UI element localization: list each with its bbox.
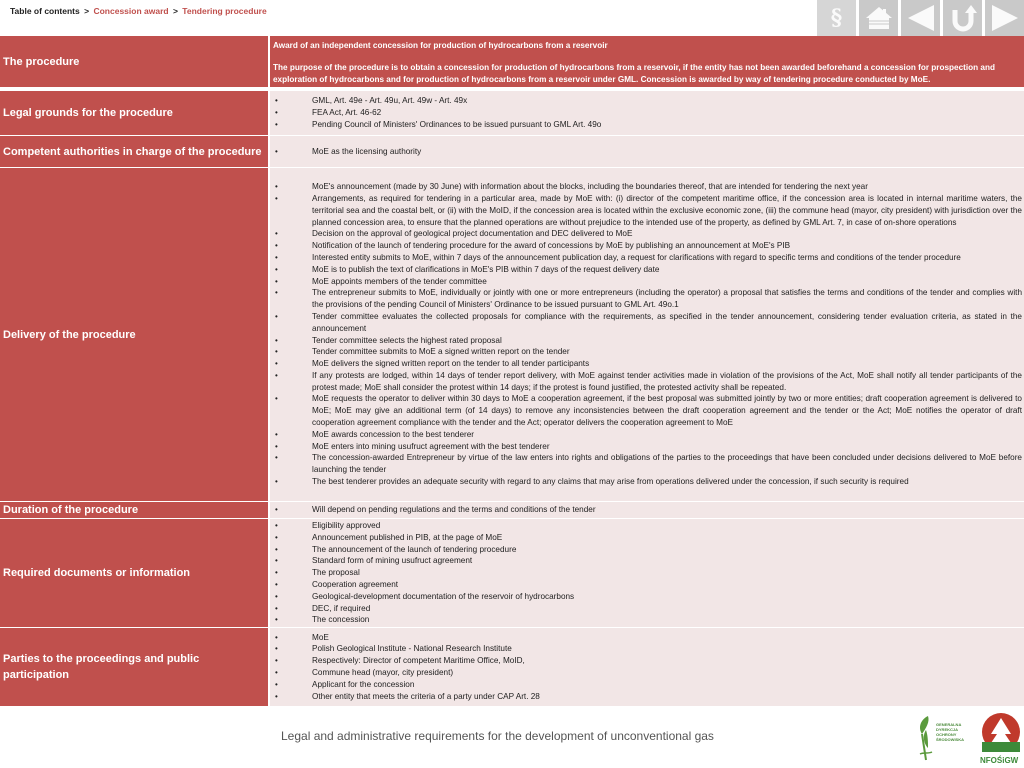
list-item: • Tender committee selects the highest rated proposal bbox=[272, 335, 1022, 347]
list-item: • Commune head (mayor, city president) bbox=[272, 667, 1022, 679]
list-item: • MoE requests the operator to deliver within 30 days to MoE a cooperation agreement, if the best proposal was submitted jointly by two or more entities; draft cooperation agreement is delivered to MoE; MoE may give an additional term (of 14 days) to remove any inconsistencies between the draft cooperation agreement and the tender or the Act; MoE notifies the operator of draft cooperation agreement compliance with the tender and the Act; operator delivers the cooperation agreement to MoE bbox=[272, 393, 1022, 428]
row-label: Required documents or information bbox=[0, 519, 268, 627]
back-button[interactable] bbox=[901, 0, 940, 36]
list-item: • Geological-development documentation of the reservoir of hydrocarbons bbox=[272, 591, 1022, 603]
row-content bbox=[270, 628, 1024, 706]
logo-text: OCHRONY bbox=[936, 732, 957, 737]
list-item: • MoE bbox=[272, 632, 1022, 644]
breadcrumb-table-of-contents[interactable]: Table of contents bbox=[10, 6, 80, 16]
list-item: • Other entity that meets the criteria of a party under CAP Art. 28 bbox=[272, 691, 1022, 703]
list-item: • Interested entity submits to MoE, within 7 days of the announcement publication day, a request for clarifications with regard to specific terms and conditions of the tender procedure bbox=[272, 252, 1022, 264]
table-row-procedure bbox=[0, 36, 1024, 87]
list-item: • Notification of the launch of tendering procedure for the award of concessions by MoE by publishing an announcement at MoE's PIB bbox=[272, 240, 1022, 252]
row-content bbox=[270, 136, 1024, 167]
list-item: • GML, Art. 49e - Art. 49u, Art. 49w - Art. 49x bbox=[272, 95, 1022, 107]
list-item: • Polish Geological Institute - National Research Institute bbox=[272, 643, 1022, 655]
home-button[interactable] bbox=[859, 0, 898, 36]
breadcrumb-separator: > bbox=[172, 6, 178, 16]
gdos-logo-icon bbox=[916, 714, 936, 762]
list-item: • Will depend on pending regulations and the terms and conditions of the tender bbox=[272, 504, 1022, 516]
forward-button[interactable] bbox=[985, 0, 1024, 36]
table-row-legal-grounds bbox=[0, 91, 1024, 135]
home-icon bbox=[864, 5, 894, 31]
list-item: • MoE's announcement (made by 30 June) with information about the blocks, including the boundaries thereof, that are intended for tendering the next year bbox=[272, 181, 1022, 193]
list-item: • Arrangements, as required for tendering in a particular area, made by MoE with: (i) director of the competent maritime office, if the concession area is located in internal maritime waters, the territorial sea and the coastal belt, or (ii) with the MoID, if the concession area is located within the exclusive economic zone, (iii) the commune head (mayor, city president) with jurisdiction over the planned concession area, to ensure that the planned operations are without prejudice to the intended use of the property, as defined by GML Art. 7, in case of on-shore operations bbox=[272, 193, 1022, 228]
row-label: The procedure bbox=[0, 36, 268, 87]
row-label: Duration of the procedure bbox=[0, 502, 268, 518]
logo-text: DYREKCJA bbox=[936, 727, 959, 732]
gdos-logo bbox=[916, 714, 972, 764]
return-arrow-icon bbox=[948, 4, 978, 32]
list-item: • MoE appoints members of the tender committee bbox=[272, 276, 1022, 288]
triangle-left-icon bbox=[906, 4, 936, 32]
list-item: • FEA Act, Art. 46-62 bbox=[272, 107, 1022, 119]
row-label: Legal grounds for the procedure bbox=[0, 91, 268, 135]
procedure-title: Award of an independent concession for production of hydrocarbons from a reservoir bbox=[273, 41, 608, 50]
list-item: • The concession-awarded Entrepreneur by virtue of the law enters into rights and obligations of the parties to the proceedings that have been concluded under decisions delivered to MoE before launching the tender bbox=[272, 452, 1022, 476]
breadcrumb bbox=[10, 6, 267, 16]
row-label: Delivery of the procedure bbox=[0, 168, 268, 501]
documents-list bbox=[272, 520, 1022, 626]
breadcrumb-separator: > bbox=[84, 6, 90, 16]
list-item: • Standard form of mining usufruct agreement bbox=[272, 555, 1022, 567]
duration-list bbox=[272, 504, 1022, 516]
list-item: • Announcement published in PIB, at the page of MoE bbox=[272, 532, 1022, 544]
section-icon: § bbox=[830, 5, 843, 31]
nfosigw-logo-text: NFOŚiGW bbox=[980, 756, 1019, 765]
list-item: • The announcement of the launch of tendering procedure bbox=[272, 544, 1022, 556]
row-content bbox=[270, 91, 1024, 135]
row-content bbox=[270, 519, 1024, 627]
list-item: • MoE is to publish the text of clarifications in MoE's PIB within 7 days of the request delivery date bbox=[272, 264, 1022, 276]
list-item: • Tender committee evaluates the collected proposals for compliance with the requirements, as specified in the tender announcement, considering tender evaluation criteria, as stated in the announcement bbox=[272, 311, 1022, 335]
list-item: • Respectively: Director of competent Maritime Office, MoID, bbox=[272, 655, 1022, 667]
top-bar bbox=[0, 0, 1024, 36]
list-item: • The proposal bbox=[272, 567, 1022, 579]
list-item: • Tender committee submits to MoE a signed written report on the tender bbox=[272, 346, 1022, 358]
table-row-parties bbox=[0, 628, 1024, 706]
section-button[interactable] bbox=[817, 0, 856, 36]
table-row-duration bbox=[0, 502, 1024, 518]
list-item: • DEC, if required bbox=[272, 603, 1022, 615]
procedure-description: The purpose of the procedure is to obtain a concession for production of hydrocarbons from a reservoir, if the entity has not been awarded beforehand a concession for prospection and exploration of hydrocarbons and for production of hydrocarbons from a reservoir under GML. Concession is awarded by way of tendering procedure conducted by MoE. bbox=[273, 62, 995, 84]
delivery-list bbox=[272, 181, 1022, 488]
return-button[interactable] bbox=[943, 0, 982, 36]
list-item: • If any protests are lodged, within 14 days of tender report delivery, with MoE against tender activities made in violation of the provisions of the Act, MoE shall notify all tender participants of the protest made; MoE shall consider the protest within 14 days; if the protest is found justified, the protested activity shall be repeated. bbox=[272, 370, 1022, 394]
nfosigw-logo bbox=[978, 712, 1024, 768]
logo-text: GENERALNA bbox=[936, 722, 962, 727]
authorities-list bbox=[272, 146, 1022, 158]
list-item: • MoE enters into mining usufruct agreement with the best tenderer bbox=[272, 441, 1022, 453]
logo-text: ŚRODOWISKA bbox=[936, 737, 964, 742]
row-label: Parties to the proceedings and public participation bbox=[0, 628, 268, 706]
list-item: • Applicant for the concession bbox=[272, 679, 1022, 691]
list-item: • MoE delivers the signed written report on the tender to all tender participants bbox=[272, 358, 1022, 370]
table-row-competent-authorities bbox=[0, 136, 1024, 167]
list-item: • Pending Council of Ministers' Ordinances to be issued pursuant to GML Art. 49o bbox=[272, 119, 1022, 131]
table-row-required-documents bbox=[0, 519, 1024, 627]
list-item: • MoE awards concession to the best tenderer bbox=[272, 429, 1022, 441]
table-row-delivery bbox=[0, 168, 1024, 501]
list-item: • Eligibility approved bbox=[272, 520, 1022, 532]
list-item: • The entrepreneur submits to MoE, individually or jointly with one or more entrepreneurs (including the operator) a proposal that satisfies the terms and conditions of the tender and complies with the provisions of the pending Council of Ministers' Ordinance to be issued pursuant to GML Art. 49o.1 bbox=[272, 287, 1022, 311]
triangle-right-icon bbox=[990, 4, 1020, 32]
breadcrumb-concession-award[interactable]: Concession award bbox=[93, 6, 169, 16]
breadcrumb-tendering-procedure[interactable]: Tendering procedure bbox=[182, 6, 267, 16]
list-item: • The best tenderer provides an adequate security with regard to any claims that may arise from operations delivered under the concession, if such security is required bbox=[272, 476, 1022, 488]
row-content bbox=[270, 502, 1024, 518]
nfosigw-logo-icon bbox=[978, 712, 1024, 756]
row-content bbox=[270, 36, 1024, 87]
parties-list bbox=[272, 632, 1022, 703]
row-content bbox=[270, 168, 1024, 501]
row-label: Competent authorities in charge of the procedure bbox=[0, 136, 268, 167]
legal-list bbox=[272, 95, 1022, 130]
list-item: • Cooperation agreement bbox=[272, 579, 1022, 591]
list-item: • MoE as the licensing authority bbox=[272, 146, 1022, 158]
list-item: • Decision on the approval of geological project documentation and DEC delivered to MoE bbox=[272, 228, 1022, 240]
nav-buttons bbox=[817, 0, 1024, 36]
list-item: • The concession bbox=[272, 614, 1022, 626]
footer-title: Legal and administrative requirements for the development of unconventional gas bbox=[281, 729, 714, 743]
